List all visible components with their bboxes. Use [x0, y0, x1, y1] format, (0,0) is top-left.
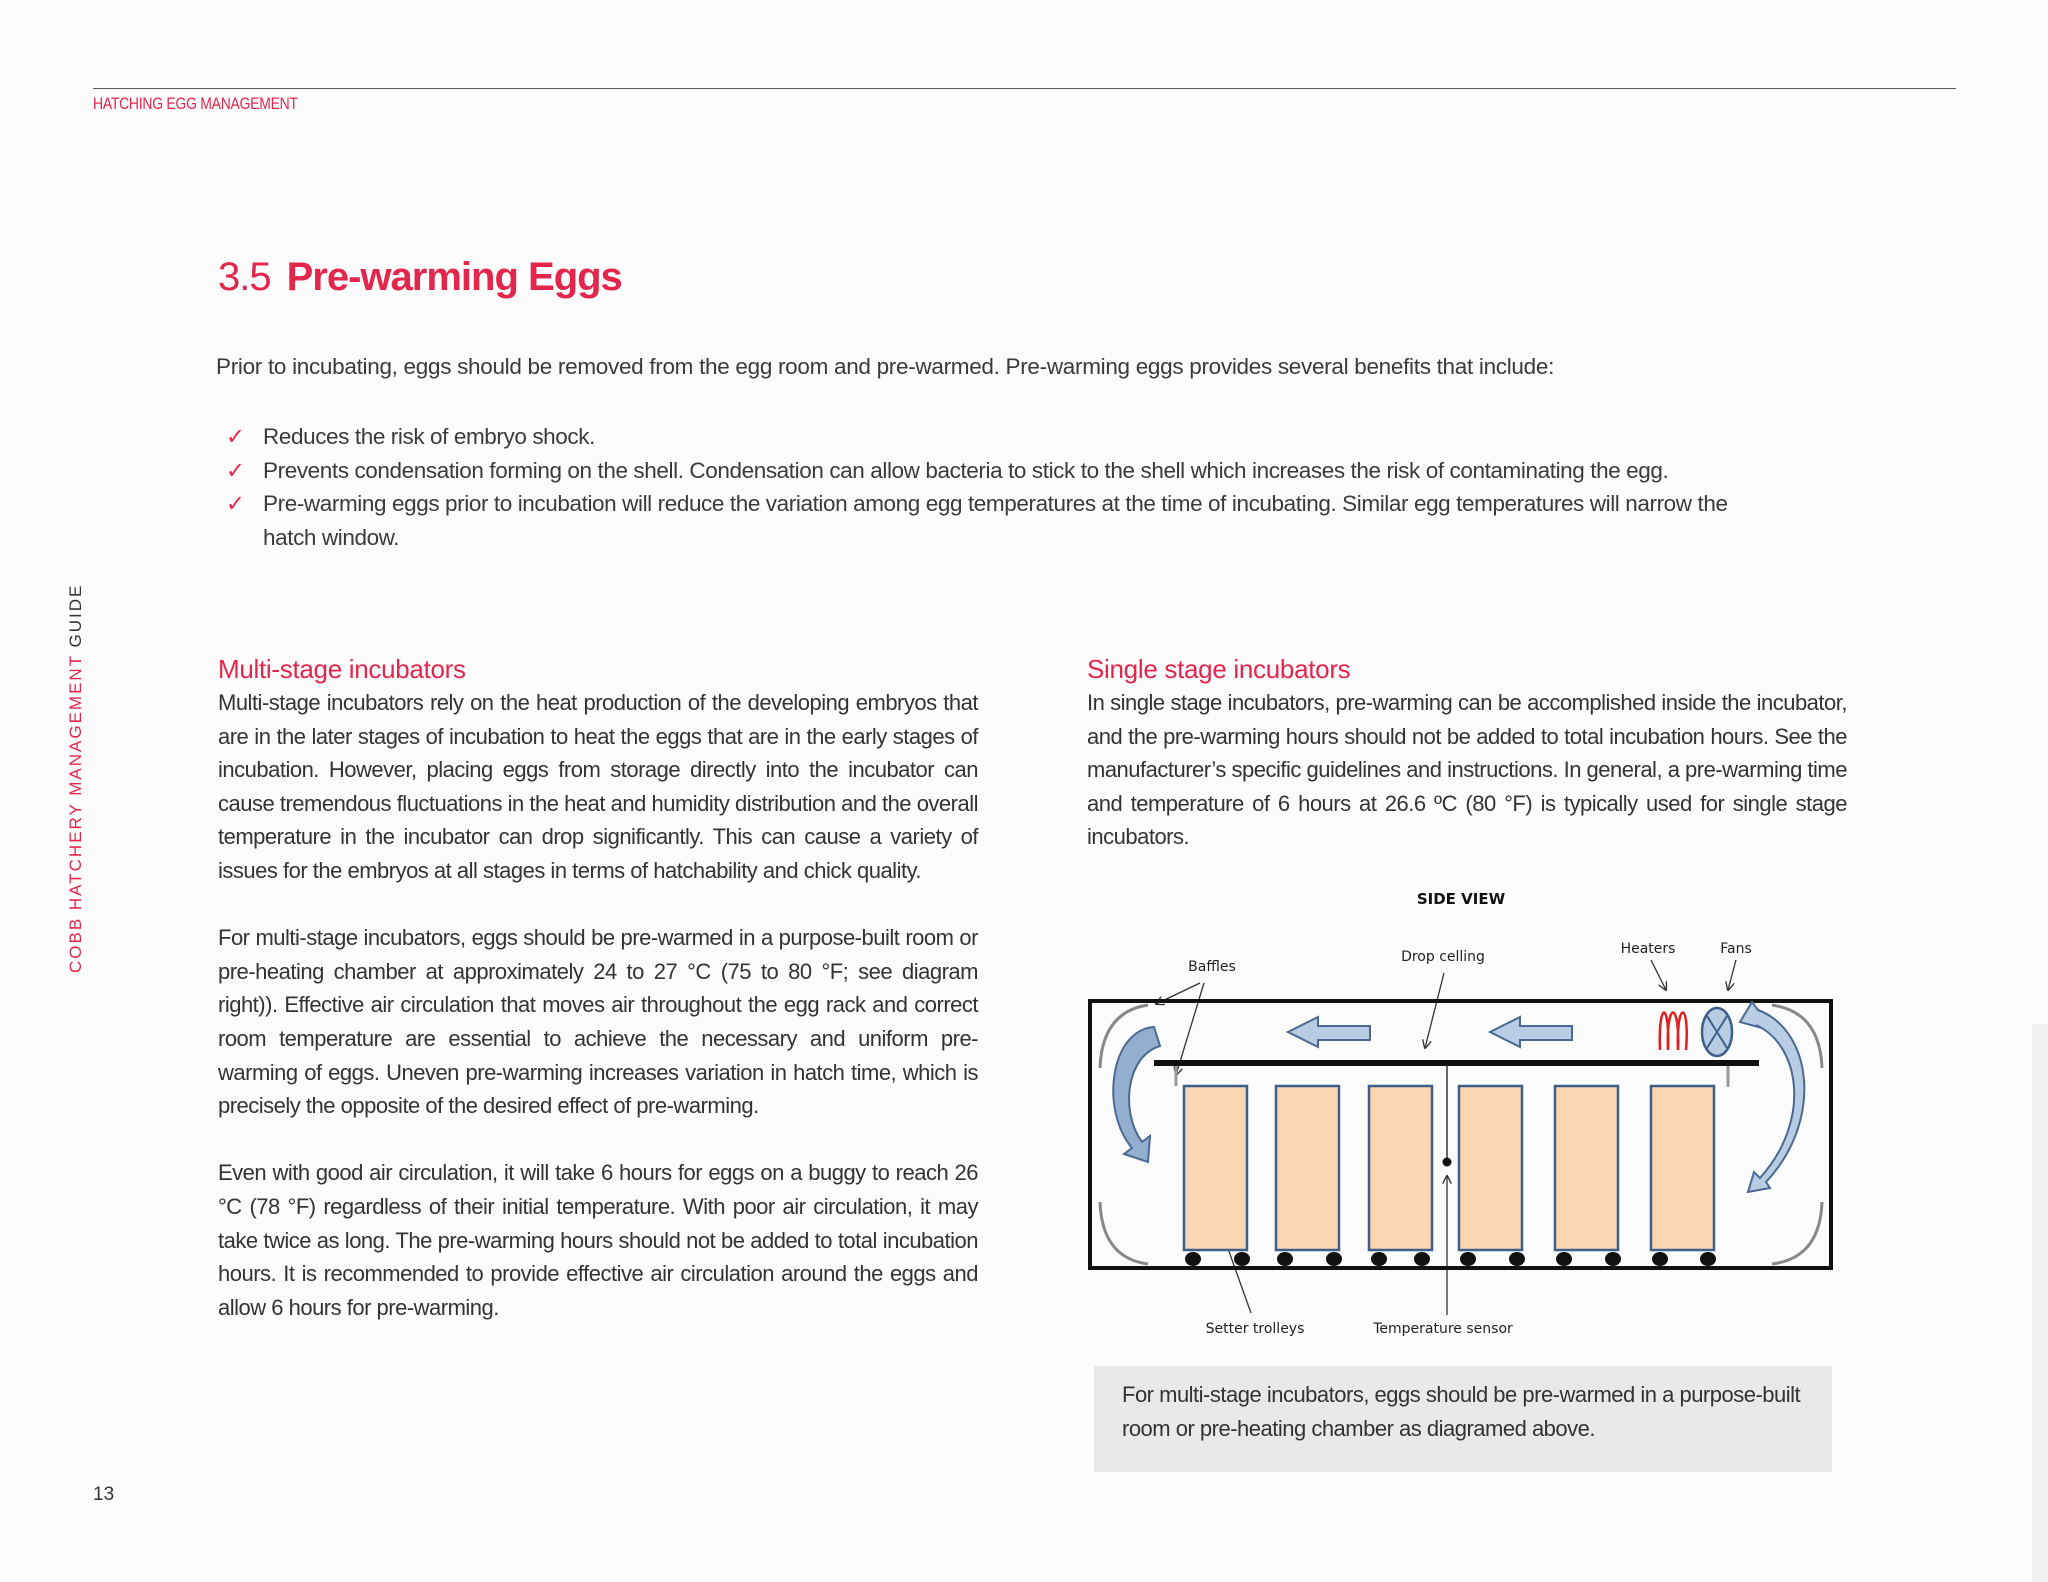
- diagram-title: SIDE VIEW: [1416, 890, 1506, 908]
- diagram-caption-box: [1094, 1366, 1832, 1472]
- running-header: HATCHING EGG MANAGEMENT: [93, 94, 298, 113]
- single-stage-column: [1087, 652, 1847, 888]
- multi-stage-paragraph: Multi-stage incubators rely on the heat production of the developing embryos that are in the later stages of incubation to heat the eggs that are in the early stages of incubation. However, placing eggs from storage directly into the incubator can cause tremendous fluctuations in the heat and humidity distribution and the overall temperature in the incubator can drop significantly. This can cause a variety of issues for the embryos at all stages in terms of hatchability and chick quality.: [218, 690, 978, 883]
- leader-drop-ceiling: [1425, 973, 1444, 1048]
- label-fans: Fans: [1720, 941, 1752, 957]
- baffle-bottom-left: [1100, 1202, 1148, 1264]
- heater-coil: [1660, 1013, 1687, 1051]
- checkmark-icon: ✓: [226, 457, 245, 483]
- list-item: [226, 454, 1786, 488]
- guide-side-label-prefix: COBB HATCHERY MANAGEMENT: [66, 654, 85, 973]
- single-stage-paragraph: In single stage incubators, pre-warming can be accomplished inside the incubator, and the pre-warming hours should not be added to total incubation hours. See the manufacturer’s specific guidelines and instructions. In general, a pre-warming time and temperature of 6 hours at 26.6 ºC (80 °F) is typically used for single stage incubators.: [1087, 690, 1847, 850]
- leader-heaters: [1651, 960, 1666, 990]
- multi-stage-column: [218, 652, 978, 1358]
- list-item: [226, 420, 1786, 454]
- setter-trolley: [1459, 1086, 1522, 1250]
- label-heaters: Heaters: [1620, 941, 1676, 957]
- section-name: Pre-warming Eggs: [286, 255, 622, 299]
- setter-trolley: [1184, 1086, 1247, 1250]
- trolley-wheels: [1185, 1252, 1716, 1266]
- label-setter-trolleys: Setter trolleys: [1205, 1321, 1305, 1337]
- label-drop-ceiling: Drop celling: [1401, 949, 1485, 965]
- multi-stage-paragraph: Even with good air circulation, it will take 6 hours for eggs on a buggy to reach 26 °C (78 °F) regardless of their initial temperature. With poor air circulation, it may take twice as long. The pre-warming hours should not be added to total incubation hours. It is recommended to provide effective air circulation around the eggs and allow 6 hours for pre-warming.: [218, 1160, 978, 1320]
- trolley-wheel: [1277, 1252, 1293, 1266]
- diagram-caption: For multi-stage incubators, eggs should be pre-warmed in a purpose-built room or pre-heating chamber as diagramed above.: [1122, 1382, 1801, 1441]
- setter-trolley: [1555, 1086, 1618, 1250]
- trolley-wheel: [1460, 1252, 1476, 1266]
- guide-side-label: [66, 584, 86, 973]
- header-rule: [93, 88, 1956, 89]
- guide-side-label-suffix: GUIDE: [66, 583, 85, 648]
- trolley-wheel: [1605, 1252, 1621, 1266]
- setter-trolley: [1276, 1086, 1339, 1250]
- intro-text: Prior to incubating, eggs should be removed from the egg room and pre-warmed. Pre-warming eggs provides several benefits that include:: [216, 354, 1555, 379]
- multi-stage-paragraph: For multi-stage incubators, eggs should be pre-warmed in a purpose-built room or pre-heating chamber at approximately 24 to 27 °C (75 to 80 °F; see diagram right)). Effective air circulation that moves air throughout the egg rack and correct room temperature are essential to achieve the necessary and uniform pre-warming of eggs. Uneven pre-warming increases variation in hatch time, which is precisely the opposite of the desired effect of pre-warming.: [218, 925, 978, 1119]
- section-number: 3.5: [218, 255, 271, 299]
- temperature-sensor: [1443, 1158, 1452, 1167]
- setter-trolley: [1369, 1086, 1432, 1250]
- trolley-wheel: [1700, 1252, 1716, 1266]
- trolley-wheel: [1234, 1252, 1250, 1266]
- baffle-bottom-right: [1772, 1202, 1822, 1264]
- curved-airflow-arrow-left: [1113, 1027, 1160, 1162]
- incubator-side-view-diagram: [1080, 880, 1840, 1350]
- list-item: [226, 487, 1786, 554]
- trolley-wheel: [1556, 1252, 1572, 1266]
- trolley-wheel: [1509, 1252, 1525, 1266]
- airflow-arrow-left: [1288, 1017, 1370, 1047]
- label-temperature-sensor: Temperature sensor: [1373, 1321, 1513, 1337]
- trolley-wheel: [1185, 1252, 1201, 1266]
- label-baffles: Baffles: [1188, 959, 1236, 975]
- section-title: [218, 255, 622, 300]
- multi-stage-heading: Multi-stage incubators: [218, 654, 466, 684]
- list-item-text: Pre-warming eggs prior to incubation will reduce the variation among egg temperatures at the time of incubating. Similar egg temperatures will narrow the hatch window.: [263, 491, 1728, 550]
- trolley-wheel: [1414, 1252, 1430, 1266]
- setter-trolley: [1651, 1086, 1714, 1250]
- trolley-wheel: [1371, 1252, 1387, 1266]
- setter-trolleys: [1184, 1086, 1714, 1250]
- checkmark-icon: ✓: [226, 424, 245, 449]
- page-number: 13: [93, 1484, 115, 1505]
- list-item-text: Reduces the risk of embryo shock.: [263, 424, 595, 449]
- airflow-arrow-right: [1490, 1017, 1572, 1047]
- checkmark-icon: ✓: [226, 491, 245, 517]
- list-item-text: Prevents condensation forming on the shell. Condensation can allow bacteria to stick to the shell which increases the risk of contaminating the egg.: [263, 457, 1669, 483]
- page-edge-strip: [2032, 1024, 2048, 1582]
- curved-airflow-arrow-right: [1740, 1002, 1804, 1192]
- benefits-list: [226, 420, 1786, 554]
- trolley-wheel: [1652, 1252, 1668, 1266]
- leader-fans: [1728, 960, 1736, 990]
- trolley-wheel: [1326, 1252, 1342, 1266]
- single-stage-heading: Single stage incubators: [1087, 654, 1351, 684]
